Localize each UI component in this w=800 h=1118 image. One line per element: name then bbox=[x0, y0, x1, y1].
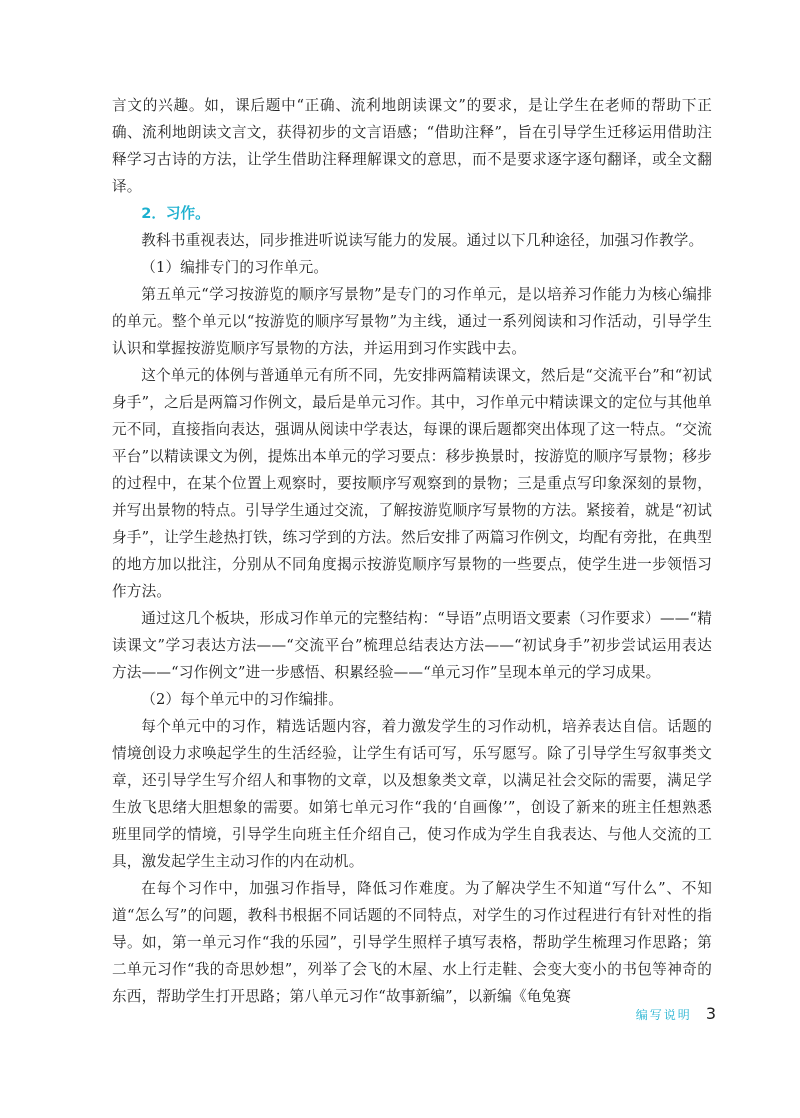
footer-label: 编写说明 bbox=[635, 1008, 692, 1022]
paragraph: 这个单元的体例与普通单元有所不同，先安排两篇精读课文，然后是“交流平台”和“初试身手”，之后是两篇习作例文，最后是单元习作。其中，习作单元中精读课文的定位与其他单元不同，直接指向表达，强调从阅读中学表达，每课的课后题都突出体现了这一特点。“交流平台”以精读课文为例，提炼出本单元的学习要点：移步换景时，按游览的顺序写景物；移步的过程中，在某个位置上观察时，要按顺序写观察到的景物；三是重点写印象深刻的景物，并写出景物的特点。引导学生通过交流，了解按游览顺序写景物的方法。紧接着，就是“初试身手”，让学生趁热打铁，练习学到的方法。然后安排了两篇习作例文，均配有旁批，在典型的地方加以批注，分别从不同角度揭示按游览顺序写景物的一些要点，使学生进一步领悟习作方法。 bbox=[112, 367, 712, 600]
paragraph: 在每个习作中，加强习作指导，降低习作难度。为了解决学生不知道“写什么”、不知道“怎么写”的问题，教科书根据不同话题的不同特点，对学生的习作过程进行有针对性的指导。如，第一单元习作“我的乐园”，引导学生照样子填写表格，帮助学生梳理习作思路；第二单元习作“我的奇思妙想”，列举了会飞的木屋、水上行走鞋、会变大变小的书包等神奇的东西，帮助学生打开思路；第八单元习作“故事新编”，以新编《龟兔赛 bbox=[112, 880, 712, 1005]
body-text bbox=[112, 92, 712, 1010]
paragraph: 每个单元中的习作，精选话题内容，着力激发学生的习作动机，培养表达自信。话题的情境创设力求唤起学生的生活经验，让学生有话可写，乐写愿写。除了引导学生写叙事类文章，还引导学生写介绍人和事物的文章，以及想象类文章，以满足社会交际的需要，满足学生放飞思绪大胆想象的需要。如第七单元习作“我的‘自画像’”，创设了新来的班主任想熟悉班里同学的情境，引导学生向班主任介绍自己，使习作成为学生自我表达、与他人交流的工具，激发起学生主动习作的内在动机。 bbox=[112, 718, 712, 870]
paragraph: 通过这几个板块，形成习作单元的完整结构：“导语”点明语文要素（习作要求）——“精读课文”学习表达方法——“交流平台”梳理总结表达方法——“初试身手”初步尝试运用表达方法——“习作例文”进一步感悟、积累经验——“单元习作”呈现本单元的学习成果。 bbox=[112, 610, 712, 681]
page-number: 3 bbox=[705, 1004, 716, 1023]
subheading-2: （2）每个单元中的习作编排。 bbox=[141, 691, 343, 708]
paragraph: 教科书重视表达，同步推进听说读写能力的发展。通过以下几种途径，加强习作教学。 bbox=[141, 232, 704, 249]
paragraph-continued: 言文的兴趣。如，课后题中“正确、流利地朗读课文”的要求，是让学生在老师的帮助下正确、流利地朗读文言文，获得初步的文言语感；“借助注释”，旨在引导学生迁移运用借助注释学习古诗的方法，让学生借助注释理解课文的意思，而不是要求逐字逐句翻译，或全文翻译。 bbox=[112, 97, 712, 195]
subheading-1: （1）编排专门的习作单元。 bbox=[141, 259, 329, 276]
page-footer bbox=[636, 1004, 716, 1023]
paragraph: 第五单元“学习按游览的顺序写景物”是专门的习作单元，是以培养习作能力为核心编排的单元。整个单元以“按游览的顺序写景物”为主线，通过一系列阅读和习作活动，引导学生认识和掌握按游览顺序写景物的方法，并运用到习作实践中去。 bbox=[112, 286, 712, 357]
section-heading: 2．习作。 bbox=[141, 205, 210, 222]
